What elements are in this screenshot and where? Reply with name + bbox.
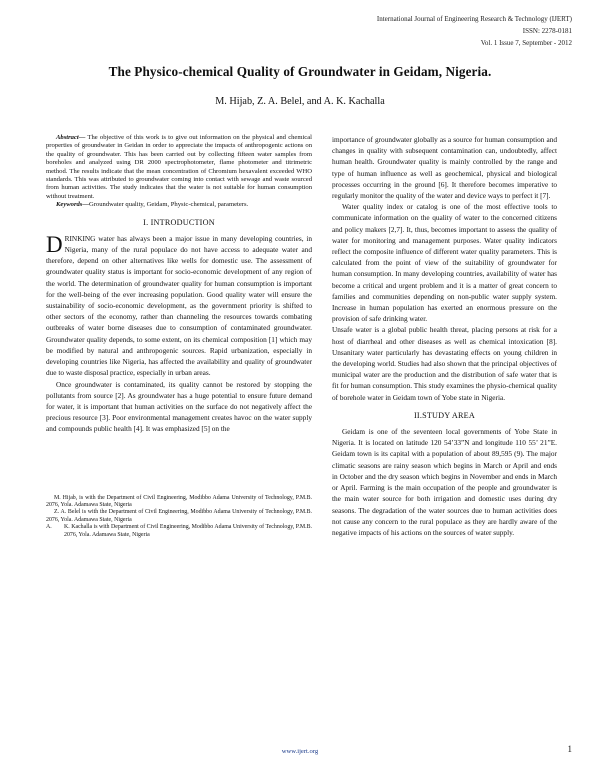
right-column: [332, 134, 557, 538]
footnote-author-3-text: K. Kachalla is with Department of Civil Engineering, Modibbo Adama University of Technology, P.M.B. 2076, Yola. Adamawa State, Nigeria: [64, 524, 312, 538]
section-heading-study-area: II.STUDY AREA: [414, 410, 475, 420]
footnote-author-1: M. Hijab, is with the Department of Civil Engineering, Modibbo Adama University of Technology, P.M.B. 2076, Yola. Adamawa State, Nigeria: [46, 494, 312, 508]
keywords-label: Keywords—: [56, 201, 89, 209]
abstract-label: Abstract—: [56, 134, 86, 141]
page-number: 1: [567, 744, 572, 754]
footnote-author-2: Z. A. Belel is with the Department of Civil Engineering, Modibbo Adama University of Technology, P.M.B. 2076, Yola. Adamawa State, Nigeria: [46, 509, 312, 523]
volume-issue: Vol. 1 Issue 7, September - 2012: [480, 39, 572, 47]
intro-paragraph-5: Unsafe water is a global public health threat, placing persons at risk for a host of diarrheal and other diseases as well as chemical intoxication [8]. Unsanitary water particularly has devastating effects on young children in the developing world. Studies had also shown that the principal objectives of municipal water are the production and the distribution of safe water that is fit for human consumption. This study examines the physio-chemical quality of borehole water in Geidam town of Yobe state in Nigeria.: [332, 325, 557, 402]
intro-paragraph-4: Water quality index or catalog is one of the most effective tools to communicate information on the quality of water to the concerned citizens and policy makers [2,7]. It, thus, becomes important to assess the quality of water for monitoring and management purposes. Water quality indicators reflect the composite influence of different water quality parameters. This is calculated from the point of view of the suitability of groundwater for human consumption. In many developing countries, availability of water has become a critical and urgent problem and it is a matter of great concern to families and communities depending on non-public water supply system. Increase in human population has exerted an enormous pressure on the provision of safe drinking water.: [332, 202, 557, 324]
intro-paragraph-1: [46, 233, 312, 379]
footnote-author-3: [46, 524, 312, 539]
footnote-mark: A.: [46, 524, 52, 531]
drop-cap: D: [46, 231, 63, 257]
issn: ISSN: 2278-0181: [522, 27, 572, 35]
section-heading-introduction: I. INTRODUCTION: [143, 217, 215, 227]
paper-title: The Physico-chemical Quality of Groundwater in Geidam, Nigeria.: [108, 64, 492, 79]
abstract-text: The objective of this work is to give out information on the physical and chemical properties of groundwater in Geidan in order to appreciate the impacts of anthropogenic actions on the quality of groundwater. This has been carried out by collecting fifteen water samples from boreholes and analyzed using DR 2000 spectrophotometer, flame photometer and titrimetric method. The results indicate that the mean concentration of Chromium hexavalent exceeded WHO standards. This was attributed to groundwater coming into contact with sewage and waste sourced from human activities. The study indicates that the water is not suitable for human consumption without treatment.: [46, 134, 312, 200]
study-area-paragraph: Geidam is one of the seventeen local governments of Yobe State in Nigeria. It is located on latitude 120 54’33”N and longitude 110 55’ 21”E. Geidam town is its capital with a population of about 89,595 (9). The major climatic seasons are rainy season which begins in March or April and ends in October and the dry season which begins in November and ends in March or April. Farming is the main occupation of the people and groundwater is the main water source for both irrigation and domestic uses during dry seasons. The degradation of the water sources due to human activities does not cause any concern to the rural populace as they are hardly aware of the negative impacts of his actions on the sources of water supply.: [332, 427, 557, 537]
keywords: [46, 201, 312, 209]
intro-paragraph-2: Once groundwater is contaminated, its quality cannot be restored by stopping the pollutants from source [2]. As groundwater has a huge potential to ensure future demand for water, it is important that human activities on the surface do not negatively affect the precious resource [3]. Poor environmental management creates havoc on the water supply and compounds public health [4]. It was emphasized [5] on the: [46, 379, 312, 434]
intro-paragraph-3: importance of groundwater globally as a source for human consumption and changes in quality with subsequent contamination can, undoubtedly, affect human health. Groundwater quality is mainly controlled by the range and type of human influence as well as geochemical, physical and biological processes occurring in the ground [6]. It therefore becomes imperative to regularly monitor the quality of the water and device ways to perfect it [7].: [332, 135, 557, 201]
journal-name: International Journal of Engineering Research & Technology (IJERT): [376, 15, 572, 23]
keywords-text: Groundwater quality, Geidam, Physic-chemical, parameters.: [88, 201, 249, 209]
author-list: M. Hijab, Z. A. Belel, and A. K. Kachalla: [215, 96, 385, 107]
footer-url-link[interactable]: www.ijert.org: [281, 748, 319, 755]
abstract: [46, 134, 312, 201]
left-column: [46, 134, 312, 539]
intro-paragraph-1-text: RINKING water has always been a major issue in many developing countries, in Nigeria, many of the rural populace do not have access to adequate water and therefore, depend on other alternatives like wells for domestic use. The assessment of groundwater quality status is important for socio-economic development of any region of the world. The determination of groundwater quality for human consumption is important for the well-being of the ever increasing population. Good quality water will ensure the sustainability of socio-economic development, as the government priority is shifted to other sectors of the economy, rather than channeling the resources towards combating outbreaks of water borne diseases due to consumption of contaminated groundwater. Groundwater quality depends, to some extent, on its chemical composition [1] which may be modified by natural and anthropogenic sources. Rapid urbanization, especially in developing countries like Nigeria, has affected the availability and quality of groundwater due to waste disposal practice, especially in urban areas.: [46, 233, 312, 378]
